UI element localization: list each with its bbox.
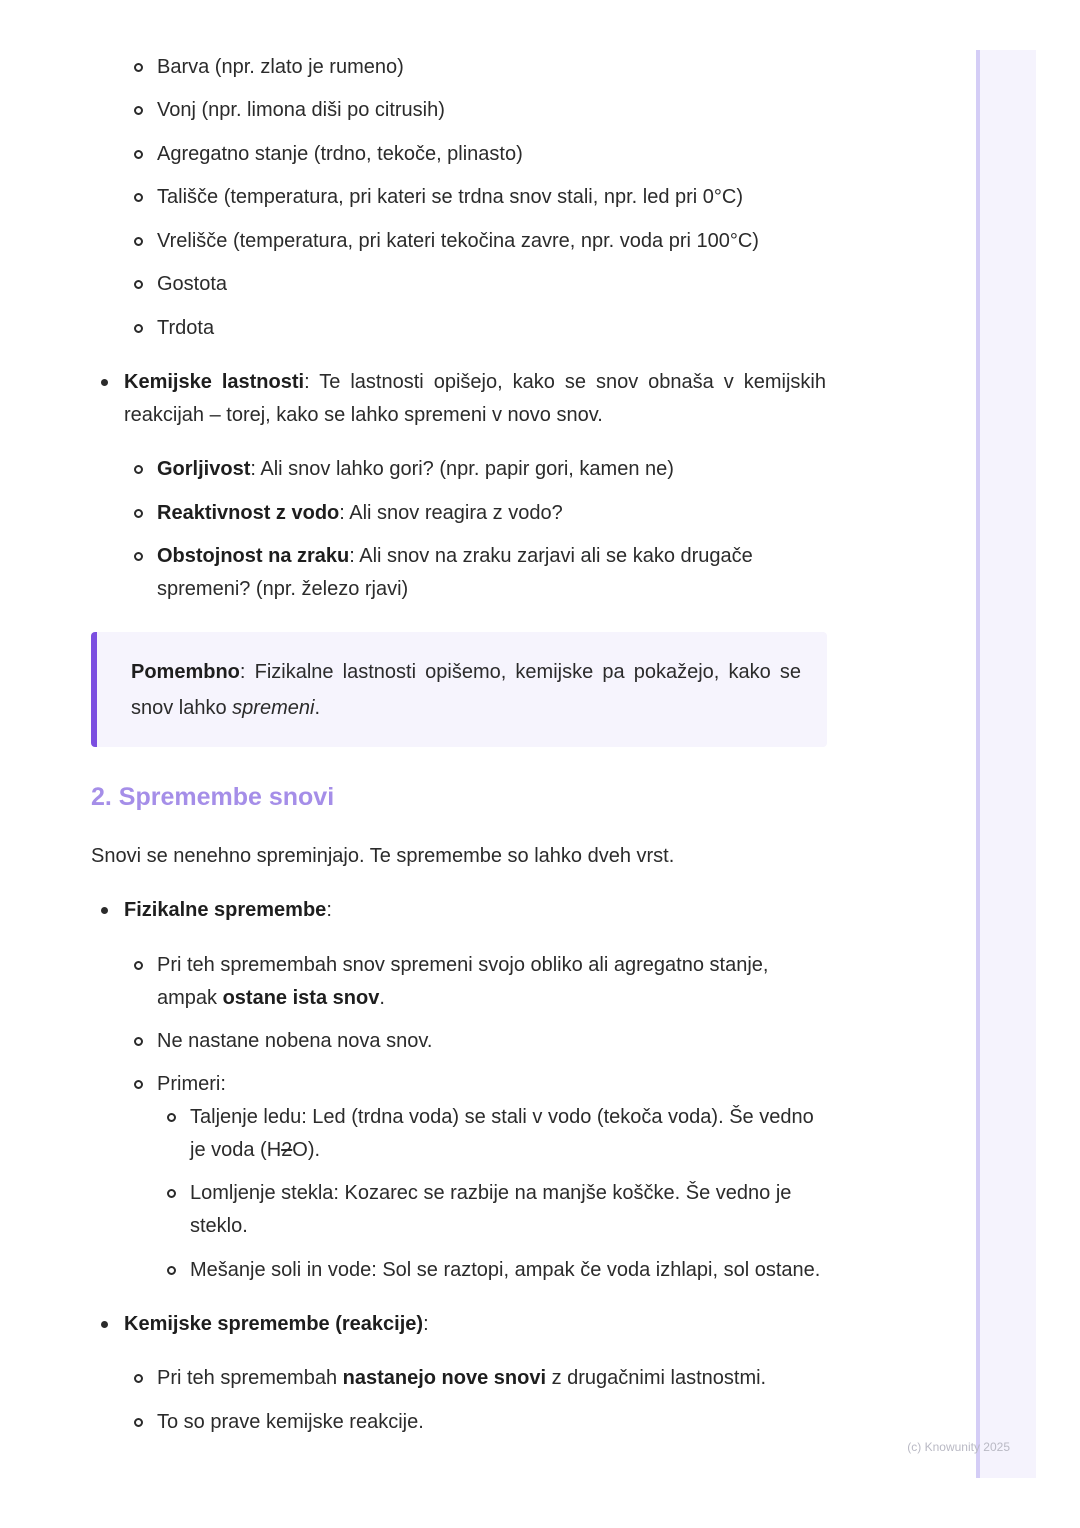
callout-emphasis: spremeni: [232, 697, 315, 719]
important-callout: [91, 632, 827, 747]
chemical-properties-text: : Te lastnosti opišejo, kako se snov obnaša v kemijskih reakcijah – torej, kako se lahko spremeni v novo snov.: [124, 371, 827, 426]
callout-text: [131, 654, 801, 726]
list-item: Vonj (npr. limona diši po citrusih): [157, 94, 837, 127]
emphasis: nastanejo nove snovi: [342, 1367, 547, 1389]
chemical-properties-label: Kemijske lastnosti: [124, 371, 305, 393]
definition: : Ali snov reagira z vodo?: [339, 502, 563, 524]
definition: : Ali snov na zraku zarjavi ali se kako drugače spremeni? (npr. železo rjavi): [157, 545, 753, 600]
text: Pri teh spremembah: [157, 1367, 343, 1389]
list-item: Trdota: [157, 312, 837, 345]
term: Gorljivost: [157, 458, 251, 480]
list-item: [157, 949, 797, 1015]
text: z drugačnimi lastnostmi.: [546, 1367, 767, 1389]
definition: : Ali snov lahko gori? (npr. papir gori, kamen ne): [250, 458, 674, 480]
list-item: Barva (npr. zlato je rumeno): [157, 51, 837, 84]
physical-changes-item: [124, 894, 826, 927]
list-item: To so prave kemijske reakcije.: [157, 1406, 837, 1439]
text: Pri teh spremembah snov spremeni svojo obliko ali agregatno stanje, ampak: [157, 954, 769, 1009]
example-item: [190, 1101, 830, 1167]
chemical-properties-item: [124, 366, 826, 432]
text: O).: [292, 1139, 321, 1161]
chemical-changes-label: Kemijske spremembe (reakcije): [124, 1313, 424, 1335]
example-item: Mešanje soli in vode: Sol se raztopi, ampak če voda izhlapi, sol ostane.: [190, 1254, 850, 1287]
list-item: [157, 453, 837, 486]
example-item: Lomljenje stekla: Kozarec se razbije na manjše koščke. Še vedno je steklo.: [190, 1177, 810, 1243]
list-item: Agregatno stanje (trdno, tekoče, plinasto): [157, 138, 837, 171]
chemical-changes-item: [124, 1308, 826, 1341]
struck-digit: 2: [281, 1139, 293, 1161]
list-item: [157, 1362, 837, 1395]
text: Taljenje ledu: Led (trdna voda) se stali v vodo (tekoča voda). Še vedno je voda (H: [190, 1106, 814, 1161]
list-item: Ne nastane nobena nova snov.: [157, 1025, 837, 1058]
term: Reaktivnost z vodo: [157, 502, 340, 524]
list-item: Gostota: [157, 268, 837, 301]
list-item: [157, 497, 837, 530]
colon: :: [326, 899, 332, 921]
term: Obstojnost na zraku: [157, 545, 350, 567]
copyright-notice: (c) Knowunity 2025: [907, 1440, 1010, 1454]
emphasis: ostane ista snov: [222, 987, 380, 1009]
text: .: [379, 987, 385, 1009]
callout-body: : Fizikalne lastnosti opišemo, kemijske pa pokažejo, kako se snov lahko: [131, 661, 801, 719]
right-sidebar: [976, 50, 1036, 1478]
list-item: Tališče (temperatura, pri kateri se trdna snov stali, npr. led pri 0°C): [157, 181, 837, 214]
list-item: Vrelišče (temperatura, pri kateri tekočina zavre, npr. voda pri 100°C): [157, 225, 837, 258]
section-heading: 2. Spremembe snovi: [91, 783, 335, 811]
colon: :: [423, 1313, 429, 1335]
physical-changes-label: Fizikalne spremembe: [124, 899, 327, 921]
list-item: [157, 540, 767, 606]
callout-end: .: [314, 697, 320, 719]
list-item: Primeri:: [157, 1068, 837, 1101]
callout-label: Pomembno: [131, 661, 240, 683]
section-intro: Snovi se nenehno spreminjajo. Te spremembe so lahko dveh vrst.: [91, 845, 675, 867]
